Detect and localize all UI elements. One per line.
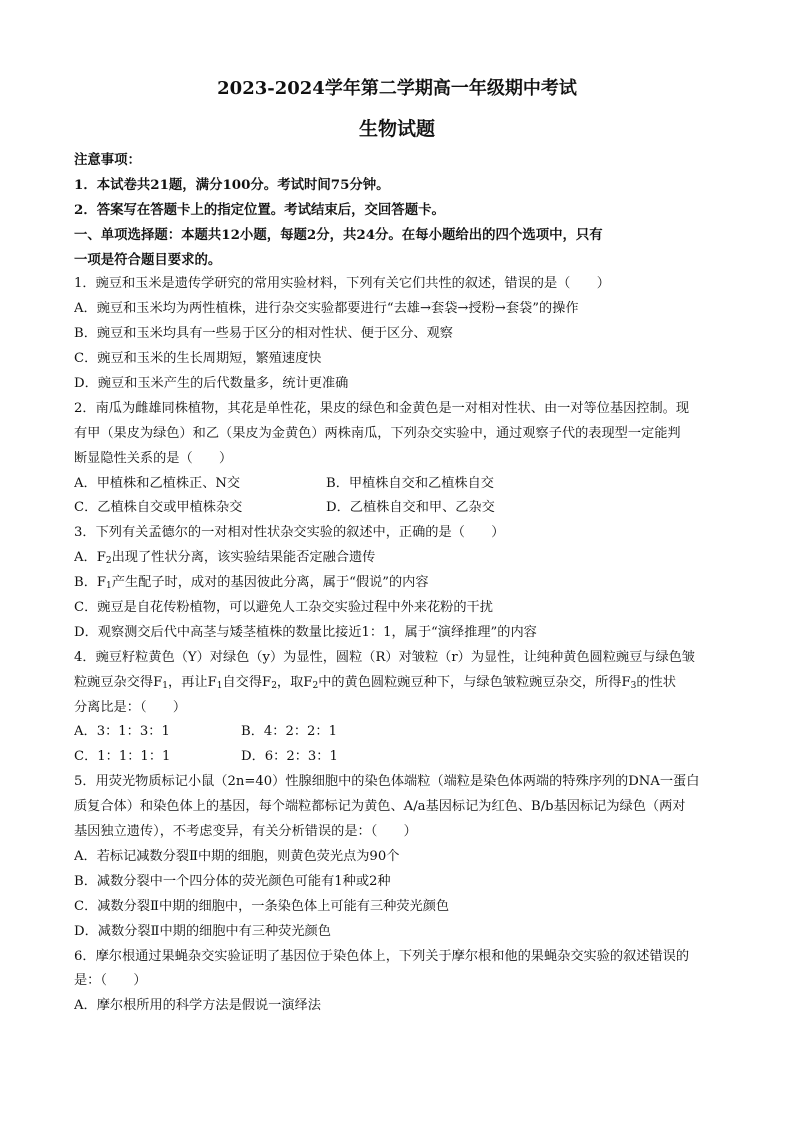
q4-stem-part: 中的黄色圆粒豌豆种下，与绿色皱粒豌豆杂交，所得F [318,674,631,690]
q6-stem-line1: 6．摩尔根通过果蝇杂交实验证明了基因位于染色体上，下列关于摩尔根和他的果蝇杂交实验的叙述错误的 [74,948,690,964]
q6-stem-line2: 是：（ ） [74,973,147,989]
q5-stem-line2: 质复合体）和染色体上的基因，每个端粒都标记为黄色、A/a基因标记为红色、B/b基因标记为绿色（两对 [74,799,686,815]
q1-option-a: A．豌豆和玉米均为两性植株，进行杂交实验都要进行“去雄→套袋→授粉→套袋”的操作 [74,301,579,317]
q5-stem-line3: 基因独立遗传），不考虑变异，有关分析错误的是：（ ） [74,824,417,840]
q3-option-b [74,571,726,596]
q4-stem-line2 [74,671,726,696]
q3-option-c: C．豌豆是自花传粉植物，可以避免人工杂交实验过程中外来花粉的干扰 [74,600,493,616]
notice-heading: 注意事项： [74,152,141,168]
q4-subscript: 2 [312,680,319,691]
q4-option-c: C．1：1：1：1 [74,749,171,765]
q4-option-a: A．3：1：3：1 [74,724,170,740]
q2-stem-line1: 2．南瓜为雌雄同株植物，其花是单性花，果皮的绿色和金黄色是一对相对性状、由一对等位基因控制。现 [74,400,690,416]
exam-title: 2023-2024学年第二学期高一年级期中考试 [217,78,577,99]
q1-stem: 1．豌豆和玉米是遗传学研究的常用实验材料，下列有关它们共性的叙述，错误的是（ ） [74,276,610,292]
q4-stem-part: 的性状 [636,674,676,690]
q2-option-d: D．乙植株自交和甲、乙杂交 [326,500,495,516]
q5-option-a: A．若标记减数分裂Ⅱ中期的细胞，则黄色荧光点为90个 [74,848,400,864]
q4-stem-part: 自交得F [222,674,272,690]
q5-option-b: B．减数分裂中一个四分体的荧光颜色可能有1种或2种 [74,873,391,889]
q4-subscript: 1 [162,680,169,691]
q2-option-a: A．甲植株和乙植株正、N交 [74,475,241,491]
q2-stem-line3: 断显隐性关系的是（ ） [74,450,233,466]
q2-option-b: B．甲植株自交和乙植株自交 [326,475,494,491]
exam-content [74,148,726,1019]
q4-stem-line1: 4．豌豆籽粒黄色（Y）对绿色（y）为显性，圆粒（R）对皱粒（r）为显性，让纯种黄色圆粒豌豆与绿色皱 [74,649,696,665]
q4-option-b: B．4：2：2：1 [241,724,338,740]
q3-b-prefix: B．F [74,575,107,591]
q5-stem-line1: 5．用荧光物质标记小鼠（2n=40）性腺细胞中的染色体端粒（端粒是染色体两端的特殊序列的DNA一蛋白 [74,774,700,790]
notice-item-2: 2．答案写在答题卡上的指定位置。考试结束后，交回答题卡。 [74,201,445,218]
q4-stem-part: ，取F [276,674,313,690]
q4-stem-part: ，再让F [168,674,217,690]
q2-options-row2 [74,496,726,521]
q4-option-d: D．6：2：3：1 [241,749,338,765]
q6-option-a: A．摩尔根所用的科学方法是假说一演绎法 [74,998,321,1014]
section-heading-line2: 一项是符合题目要求的。 [74,251,222,268]
q4-options-row1 [74,720,726,745]
q3-a-subscript: 2 [105,556,112,567]
q1-option-b: B．豌豆和玉米均具有一些易于区分的相对性状、便于区分、观察 [74,326,453,342]
q3-b-text: 产生配子时，成对的基因彼此分离，属于“假说”的内容 [111,575,429,591]
exam-subtitle: 生物试题 [358,118,435,140]
q3-stem: 3．下列有关孟德尔的一对相对性状杂交实验的叙述中，正确的是（ ） [74,525,505,541]
section-heading-line1: 一、单项选择题：本题共12小题，每题2分，共24分。在每小题给出的四个选项中，只有 [74,226,603,243]
q1-option-d: D．豌豆和玉米产生的后代数量多，统计更准确 [74,376,349,392]
q3-b-subscript: 1 [106,581,112,592]
q5-option-c: C．减数分裂Ⅱ中期的细胞中，一条染色体上可能有三种荧光颜色 [74,898,450,914]
q4-subscript: 3 [630,680,637,691]
q2-options-row1 [74,472,726,497]
q4-subscript: 2 [271,680,277,691]
q3-a-prefix: A．F [74,550,106,566]
q3-option-a [74,546,726,571]
q4-stem-line3: 分离比是：（ ） [74,699,187,715]
q3-option-d: D．观察测交后代中高茎与矮茎植株的数量比接近1：1，属于“演绎推理”的内容 [74,624,537,640]
q4-subscript: 1 [216,680,223,691]
q5-option-d: D．减数分裂Ⅱ中期的细胞中有三种荧光颜色 [74,923,331,939]
q4-options-row2 [74,745,726,770]
q1-option-c: C．豌豆和玉米的生长周期短，繁殖速度快 [74,351,322,367]
q3-a-text: 出现了性状分离，该实验结果能否定融合遗传 [111,550,376,566]
notice-item-1: 1．本试卷共21题，满分100分。考试时间75分钟。 [74,176,390,193]
q2-option-c: C．乙植株自交或甲植株杂交 [74,500,243,516]
q2-stem-line2: 有甲（果皮为绿色）和乙（果皮为金黄色）两株南瓜，下列杂交实验中，通过观察子代的表现型一定能判 [74,425,681,441]
q4-stem-part: 粒豌豆杂交得F [74,674,163,690]
